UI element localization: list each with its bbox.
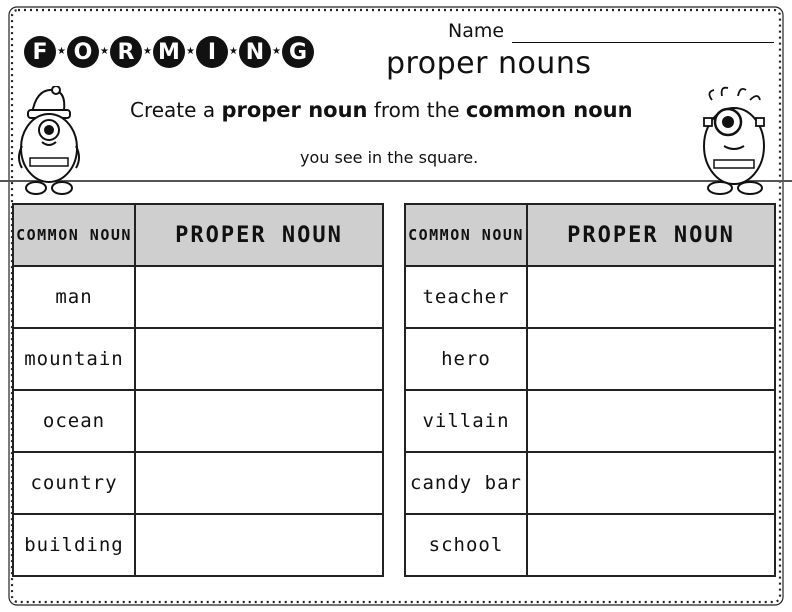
common-noun-cell: hero [405,328,527,390]
forming-title [24,36,314,68]
table-row [405,390,775,452]
common-noun-header: COMMON NOUN [13,204,135,266]
proper-noun-header: PROPER NOUN [135,204,383,266]
table-row [405,328,775,390]
star-icon: ★ [272,46,281,57]
table-row [13,452,383,514]
common-noun-header: COMMON NOUN [405,204,527,266]
title-letter: O [67,36,99,68]
common-noun-cell: building [13,514,135,576]
proper-noun-answer-cell[interactable] [527,328,775,390]
common-noun-cell: country [13,452,135,514]
title-letter: M [153,36,185,68]
common-noun-cell: candy bar [405,452,527,514]
table-row [13,266,383,328]
name-label: Name [448,20,505,42]
common-noun-cell: ocean [13,390,135,452]
proper-noun-answer-cell[interactable] [527,452,775,514]
common-noun-cell: man [13,266,135,328]
star-icon: ★ [100,46,109,57]
title-letter: N [239,36,271,68]
title-letter: I [196,36,228,68]
title-letter: G [282,36,314,68]
table-row [13,390,383,452]
table-row [13,514,383,576]
noun-table-left [12,203,384,577]
common-noun-cell: mountain [13,328,135,390]
proper-noun-answer-cell[interactable] [135,514,383,576]
monster-with-hat-icon [14,86,84,198]
instruction-line-1: Create a proper noun from the common noun [130,98,633,122]
title-letter: R [110,36,142,68]
common-noun-cell: villain [405,390,527,452]
divider-line [0,180,792,182]
star-icon: ★ [186,46,195,57]
proper-noun-answer-cell[interactable] [135,452,383,514]
subtitle: proper nouns [386,46,592,81]
common-noun-cell: school [405,514,527,576]
proper-noun-answer-cell[interactable] [135,328,383,390]
instruction-line-2: you see in the square. [300,148,479,167]
proper-noun-answer-cell[interactable] [527,514,775,576]
proper-noun-answer-cell[interactable] [527,266,775,328]
proper-noun-answer-cell[interactable] [135,390,383,452]
table-row [13,328,383,390]
proper-noun-header: PROPER NOUN [527,204,775,266]
star-icon: ★ [143,46,152,57]
star-icon: ★ [57,46,66,57]
star-icon: ★ [229,46,238,57]
noun-table-right [404,203,776,577]
table-row [405,452,775,514]
table-row [405,266,775,328]
table-row [405,514,775,576]
proper-noun-answer-cell[interactable] [527,390,775,452]
monster-with-goggles-icon [692,86,776,198]
proper-noun-answer-cell[interactable] [135,266,383,328]
common-noun-cell: teacher [405,266,527,328]
title-letter: F [24,36,56,68]
name-line[interactable] [512,42,774,43]
